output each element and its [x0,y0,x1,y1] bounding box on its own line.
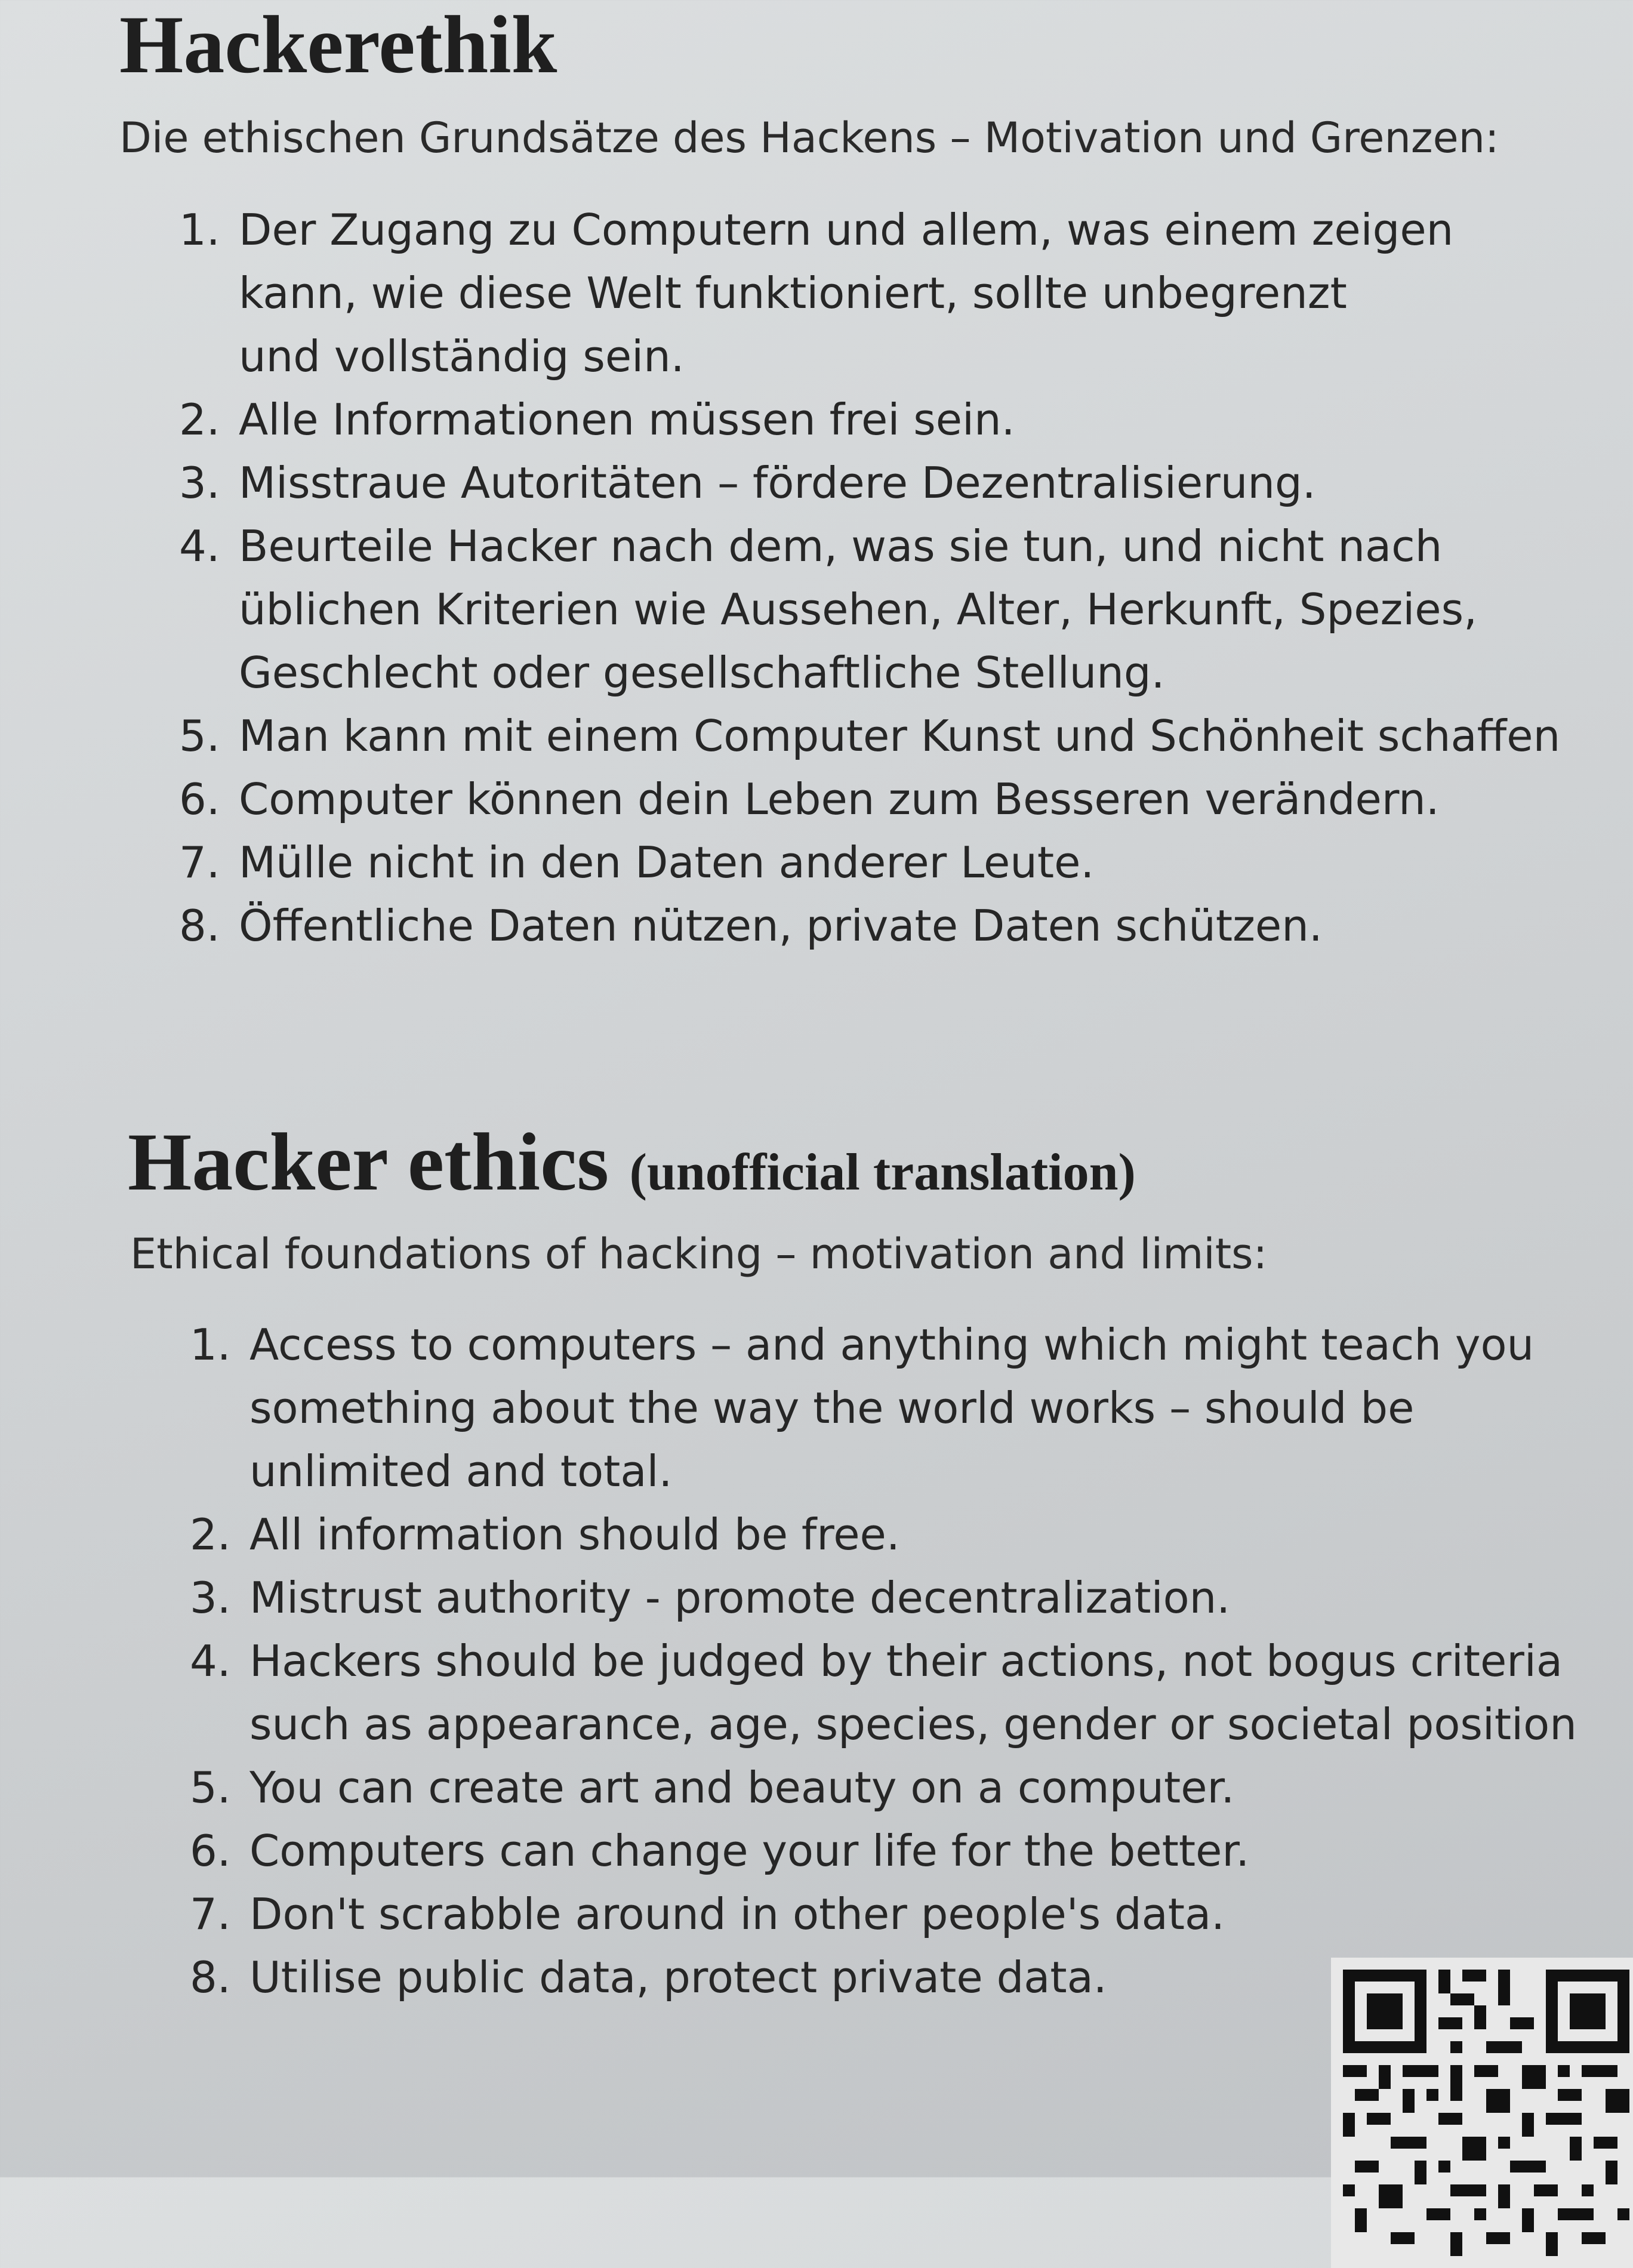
item-text: Öffentliche Daten nützen, private Daten schützen. [239,901,1323,951]
item-number: 5. [179,711,220,761]
item-number: 8. [179,901,220,951]
item-text: Access to computers – and anything which might teach you something about the way the world works – should be unlimited and total. [249,1320,1535,1496]
list-item [190,1882,1633,1946]
list-item [179,768,1633,831]
item-text: Mistrust authority - promote decentralization. [249,1573,1231,1623]
item-number: 6. [190,1826,231,1876]
list-item [190,1313,1633,1503]
item-number: 2. [179,395,220,445]
item-text: Misstraue Autoritäten – fördere Dezentralisierung. [239,458,1316,508]
list-item [179,388,1633,451]
item-number: 8. [190,1952,231,2002]
item-number: 3. [179,458,220,508]
item-number: 3. [190,1573,231,1623]
item-number: 1. [179,205,220,255]
german-ethics-list [179,198,1633,957]
item-text: Beurteile Hacker nach dem, was sie tun, und nicht nach üblichen Kriterien wie Aussehen, Alter, Herkunft, Spezies, Geschlecht oder gesellschaftliche Stellung. [239,521,1477,698]
list-item [179,514,1633,704]
item-text: Computers can change your life for the better. [249,1826,1250,1876]
item-text: Alle Informationen müssen frei sein. [239,395,1015,445]
qr-code-icon [1331,1958,1633,2268]
list-item [179,831,1633,894]
item-number: 1. [190,1320,231,1370]
english-subtitle: (unofficial translation) [629,1144,1136,1201]
item-text: Mülle nicht in den Daten anderer Leute. [239,837,1095,888]
list-item [179,894,1633,957]
list-item [190,1566,1633,1629]
english-title-text: Hacker ethics [128,1116,609,1207]
item-text: Man kann mit einem Computer Kunst und Schönheit schaffen [239,711,1561,761]
german-title: Hackerethik [119,0,557,90]
list-item [179,198,1633,388]
item-text: All information should be free. [249,1509,900,1560]
item-number: 4. [179,521,220,571]
list-item [179,704,1633,768]
item-number: 7. [179,837,220,888]
item-text: Der Zugang zu Computern und allem, was einem zeigen kann, wie diese Welt funktioniert, sollte unbegrenzt und vollständig sein. [239,205,1454,381]
list-item [190,1819,1633,1882]
item-text: Don't scrabble around in other people's data. [249,1889,1225,1939]
english-intro: Ethical foundations of hacking – motivation and limits: [130,1229,1268,1278]
german-intro: Die ethischen Grundsätze des Hackens – Motivation und Grenzen: [119,113,1499,162]
english-ethics-list [190,1313,1633,2009]
item-text: You can create art and beauty on a computer. [249,1762,1235,1813]
item-number: 2. [190,1509,231,1560]
list-item [190,1629,1633,1756]
item-number: 6. [179,774,220,824]
english-title [128,1116,1136,1207]
item-number: 5. [190,1762,231,1813]
list-item [179,451,1633,514]
list-item [190,1503,1633,1566]
item-number: 7. [190,1889,231,1939]
list-item [190,1756,1633,1819]
item-text: Computer können dein Leben zum Besseren verändern. [239,774,1440,824]
item-text: Hackers should be judged by their actions, not bogus criteria such as appearance, age, species, gender or societal position [249,1636,1577,1749]
item-text: Utilise public data, protect private data. [249,1952,1107,2002]
item-number: 4. [190,1636,231,1686]
